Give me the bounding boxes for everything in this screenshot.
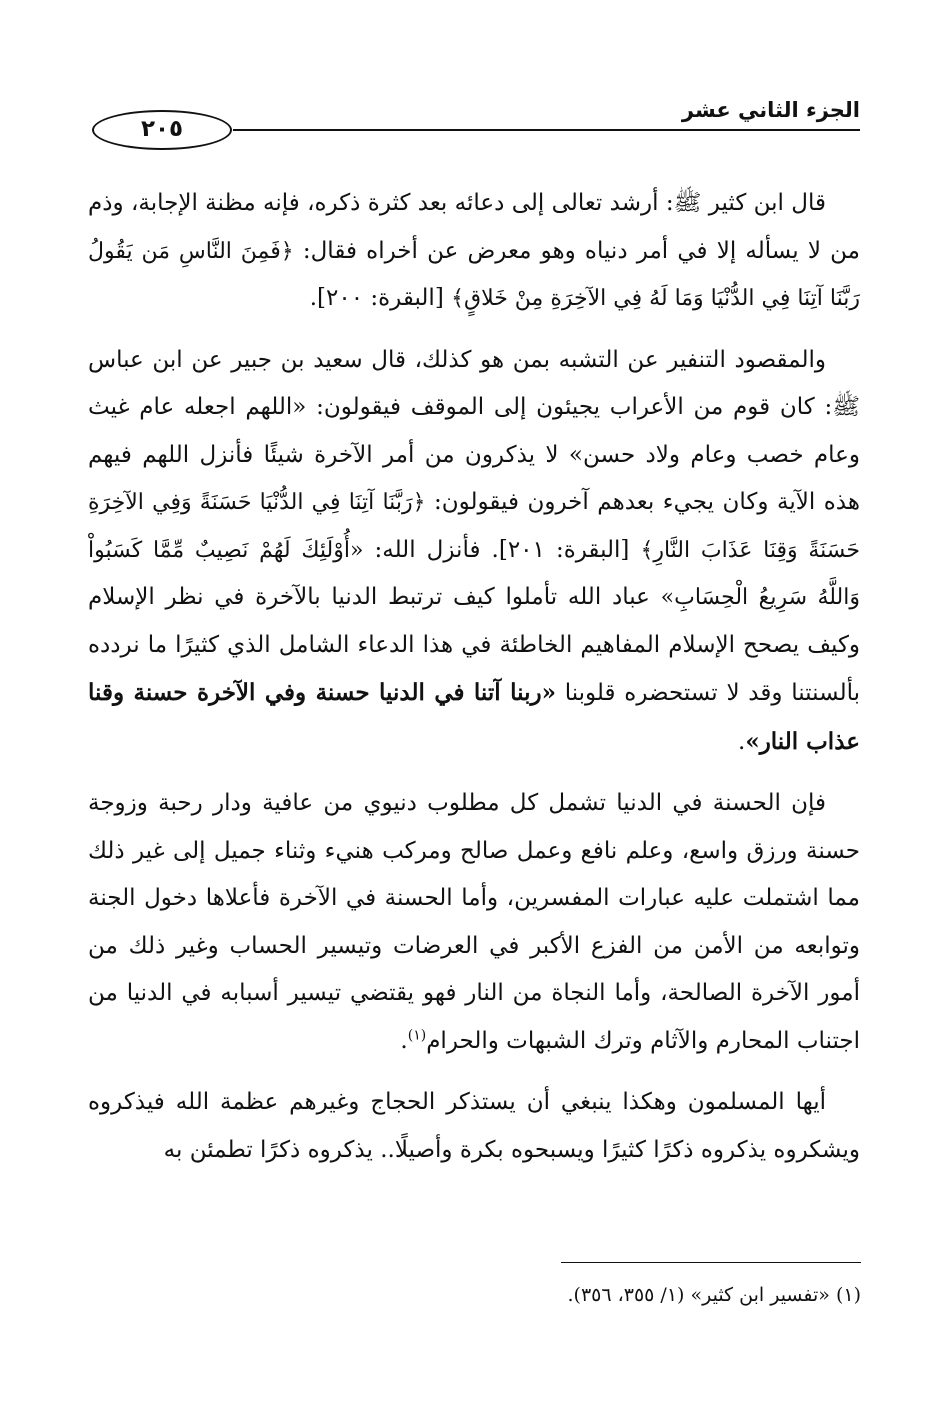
verse-reference: [البقرة: ٢٠٠]. <box>309 285 452 311</box>
footnote: (١) «تفسير ابن كثير» (١/ ٣٥٥، ٣٥٦). <box>567 1284 861 1306</box>
footnote-rule <box>561 1262 861 1263</box>
text-run: . <box>738 728 746 755</box>
paragraph <box>88 780 860 1065</box>
text-run: فإن الحسنة في الدنيا تشمل كل مطلوب دنيوي من عافية ودار رحبة وزوجة حسنة ورزق واسع، وعلم نافع وعمل صالح ومركب هنيء وثناء جميل إلى غير ذلك مما اشتملت عليه عبارات المفسرين، وأما الحسنة في الآخرة فأعلاها دخول الجنة وتوابعه من الأمن من الفزع الأكبر في العرضات وتيسير الحساب وغير ذلك من أمور الآخرة الصالحة، وأما النجاة من النار فهو يقتضي تيسير أسبابه في الدنيا من اجتناب المحارم والآثام وترك الشبهات والحرام <box>88 790 860 1054</box>
emphasized-prayer: «ربنا آتنا في الدنيا حسنة وفي الآخرة حسنة وقنا عذاب النار» <box>88 679 860 755</box>
page-number: ٢٠٥ <box>92 110 232 150</box>
text-run: أيها المسلمون وهكذا ينبغي أن يستذكر الحجاج وغيرهم عظمة الله فيذكروه ويشكروه يذكروه ذكرًا كثيرًا ويسبحوه بكرة وأصيلًا.. يذكروه ذكرًا تطمئن به <box>88 1089 860 1163</box>
text-run: . <box>400 1027 408 1054</box>
main-text <box>88 180 860 1174</box>
quran-verse: ﴿فَمِنَ النَّاسِ مَن يَقُولُ رَبَّنَا آتِنَا فِي الدُّنْيَا وَمَا لَهُ فِي الآخِرَةِ مِنْ خَلاقٍ﴾ <box>88 238 860 311</box>
text-run: عباد الله تأملوا كيف ترتبط الدنيا بالآخرة في نظر الإسلام وكيف يصحح الإسلام المفاهيم الخاطئة في هذا الدعاء الشامل الذي كثيرًا ما نردده بألسنتنا وقد لا تستحضره قلوبنا <box>88 584 861 706</box>
paragraph <box>88 1079 860 1174</box>
paragraph <box>88 180 860 323</box>
quran-verse: «أُوْلَئِكَ لَهُمْ نَصِيبٌ مِّمَّا كَسَبُواْ وَاللَّهُ سَرِيعُ الْحِسَابِ» <box>88 537 860 610</box>
paragraph <box>88 337 860 767</box>
text-run: قال ابن كثير ﷺ: أرشد تعالى إلى دعائه بعد كثرة ذكره، فإنه مظنة الإجابة، وذم من لا يسأله إلا في أمر دنياه وهو معرض عن أخراه فقال: <box>88 190 861 264</box>
footnote-marker: (١) <box>407 1026 427 1043</box>
running-title: الجزء الثاني عشر <box>681 98 860 122</box>
header-rule <box>233 129 860 131</box>
text-run: والمقصود التنفير عن التشبه بمن هو كذلك، قال سعيد بن جبير عن ابن عباس ﷺ: كان قوم من الأعراب يجيئون إلى الموقف فيقولون: «اللهم اجعله عام غيث وعام خصب وعام ولاد حسن» لا يذكرون من أمر الآخرة شيئًا فأنزل اللهم فيهم هذه الآية وكان يجيء بعدهم آخرون فيقولون: <box>88 346 861 515</box>
page-header <box>88 96 860 156</box>
quran-verse: ﴿رَبَّنَا آتِنَا فِي الدُّنْيَا حَسَنَةً وَفِي الآخِرَةِ حَسَنَةً وَقِنَا عَذَابَ النَّارِ﴾ <box>88 490 861 563</box>
text-run: [البقرة: ٢٠١]. فأنزل الله: <box>363 536 641 563</box>
